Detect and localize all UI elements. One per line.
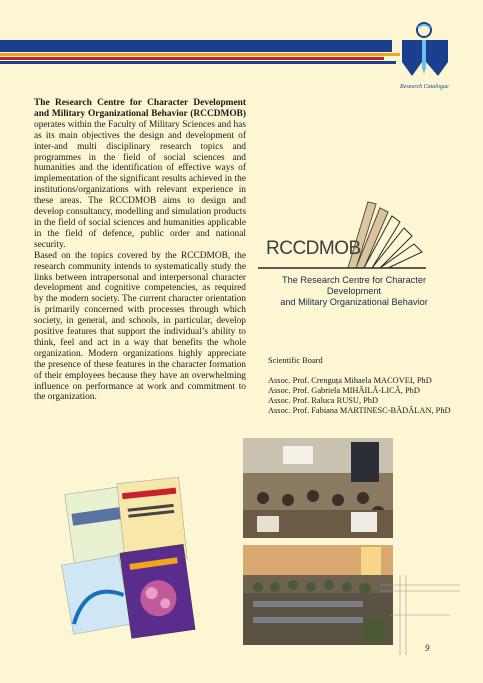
intro-text [34,98,246,403]
logo-subtitle-line2: and Military Organizational Behavior [280,297,428,307]
intro-paragraph-1-body: operates within the Faculty of Military Sciences and has as its main objectives the design and development of inter-and multi disciplinary research topics and programmes in the field of social sciences and humanities and the identification of effective ways of implementation of the significant results achieved in the institutions/organizations with relevant experience in these areas. The RCCDMOB aims to design and develop consultancy, modelling and simulation products in the field of social sciences and humanities applicable in the field of defence, public order and national security. [34,119,246,250]
intro-paragraph-1 [34,98,246,251]
scientific-board [268,356,451,416]
catalogue-label: Research Catalogue [400,84,449,90]
stripe-navy-thin [0,61,396,64]
intro-paragraph-2: Based on the topics covered by the RCCDMOB, the research community intends to systematically study the links between intrapersonal and interpersonal character development and cognitive competencies, as required by the modern society. The current character orientation is primarily concerned with processes through which society, in general, and schools, in particular, develop positive features that support the individual’s ability to think, feel and act in a way that benefits the whole organization. Modern organizations highly appreciate the presence of these features in the character formation of their employees because they have an overwhelming influence on performance at work and commitment to the organization. [34,250,246,403]
board-member: Assoc. Prof. Gabriela MIHĂILĂ-LICĂ, PhD [268,386,420,395]
decorative-corner-lines [380,575,460,655]
board-member: Assoc. Prof. Fabiana MARTINESC-BĂDĂLAN, PhD [268,406,451,415]
logo-subtitle-line1: The Research Centre for Character Development [282,275,426,296]
conference-photo [243,438,393,538]
classroom-photo [243,545,393,645]
stripe-orange [0,53,400,56]
logo-subtitle [254,275,454,308]
page-number: 9 [425,643,430,653]
board-member: Assoc. Prof. Raluca RUSU, PhD [268,396,379,405]
board-title: Scientific Board [268,356,323,365]
board-member: Assoc. Prof. Crenguța Mihaela MACOVEI, PhD [268,376,432,385]
intro-title: The Research Centre for Character Development and Military Organizational Behavior (RCCDMOB) [34,98,246,119]
university-logo-icon [396,18,454,88]
stripe-navy [0,40,392,52]
logo-acronym: RCCDMOB [266,238,361,259]
books-photo [60,470,200,640]
header-stripes [0,40,400,68]
stripe-red [0,57,384,60]
